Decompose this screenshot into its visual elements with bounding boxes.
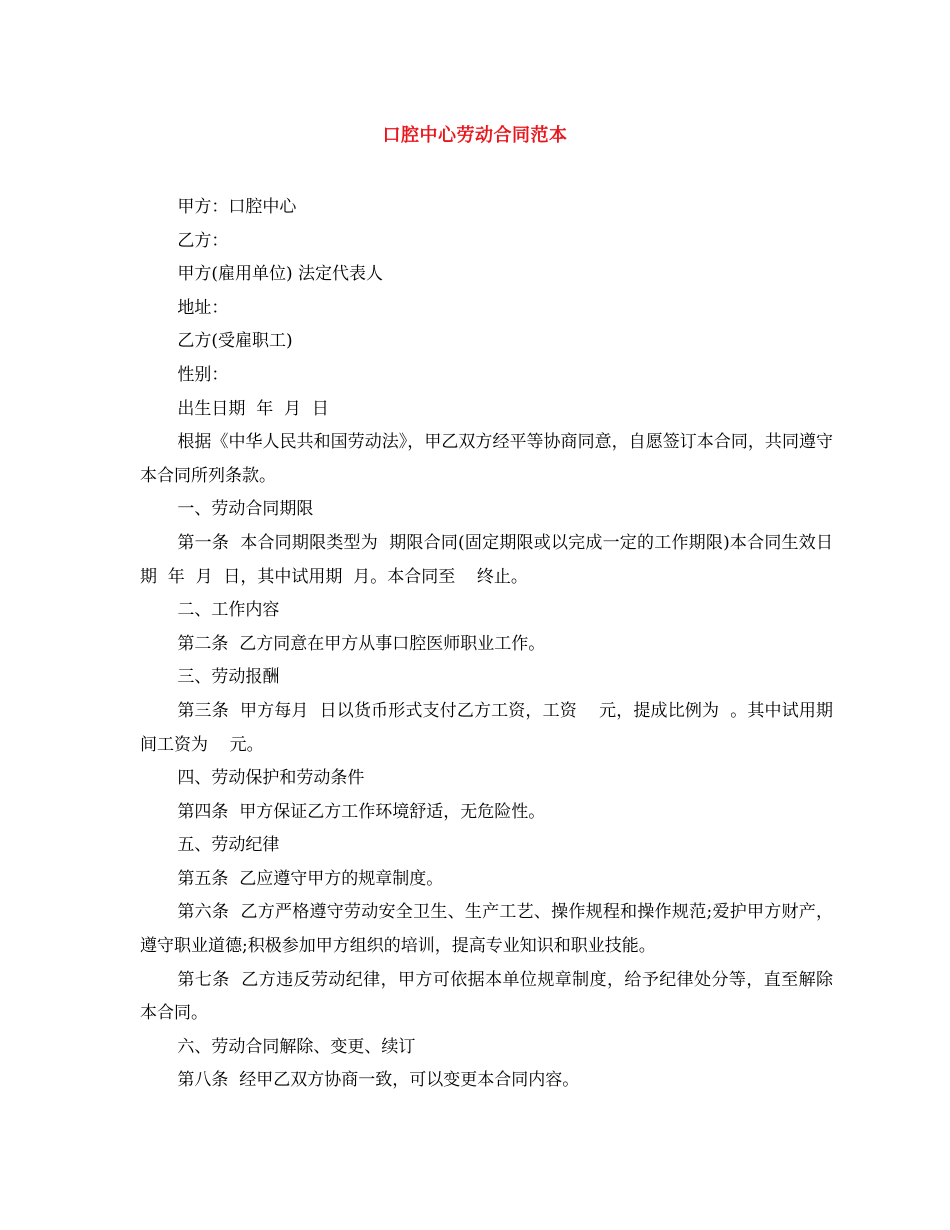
- employee: 乙方(受雇职工): [177, 331, 293, 352]
- address: 地址：: [177, 297, 229, 318]
- article-2: 第二条 乙方同意在甲方从事口腔医师职业工作。: [177, 633, 546, 654]
- section-heading-3: 三、劳动报酬: [177, 667, 280, 688]
- section-heading-2: 二、工作内容: [177, 600, 280, 621]
- document-title: 口腔中心劳动合同范本: [382, 125, 568, 146]
- preamble: 根据《中华人民共和国劳动法》，甲乙双方经平等协商同意，自愿签订本合同，共同遵守本合同所列条款。: [140, 432, 833, 486]
- article-1: 第一条 本合同期限类型为 期限合同(固定期限或以完成一定的工作期限)本合同生效日期 年 月 日，其中试用期 月。本合同至 终止。: [140, 532, 833, 587]
- party-a: 甲方：口腔中心: [177, 197, 297, 217]
- gender: 性别：: [177, 364, 229, 385]
- party-b: 乙方：: [177, 230, 229, 251]
- employer-representative: 甲方(雇用单位) 法定代表人: [177, 264, 384, 285]
- article-7: 第七条 乙方违反劳动纪律，甲方可依据本单位规章制度，给予纪律处分等，直至解除本合同。: [140, 969, 833, 1024]
- article-6: 第六条 乙方严格遵守劳动安全卫生、生产工艺、操作规程和操作规范;爱护甲方财产，遵守职业道德;积极参加甲方组织的培训，提高专业知识和职业技能。: [140, 902, 833, 957]
- section-heading-6: 六、劳动合同解除、变更、续订: [177, 1036, 416, 1057]
- article-8: 第八条 经甲乙双方协商一致，可以变更本合同内容。: [177, 1070, 580, 1091]
- section-heading-5: 五、劳动纪律: [177, 835, 280, 856]
- article-3: 第三条 甲方每月 日以货币形式支付乙方工资，工资 元，提成比例为 。其中试用期间工资为 元。: [140, 700, 833, 755]
- section-heading-4: 四、劳动保护和劳动条件: [177, 768, 365, 789]
- birth-date: 出生日期 年 月 日: [177, 398, 329, 419]
- article-4: 第四条 甲方保证乙方工作环境舒适，无危险性。: [177, 801, 546, 822]
- document-body: [140, 191, 833, 1098]
- section-heading-1: 一、劳动合同期限: [177, 499, 314, 520]
- article-5: 第五条 乙应遵守甲方的规章制度。: [177, 868, 444, 889]
